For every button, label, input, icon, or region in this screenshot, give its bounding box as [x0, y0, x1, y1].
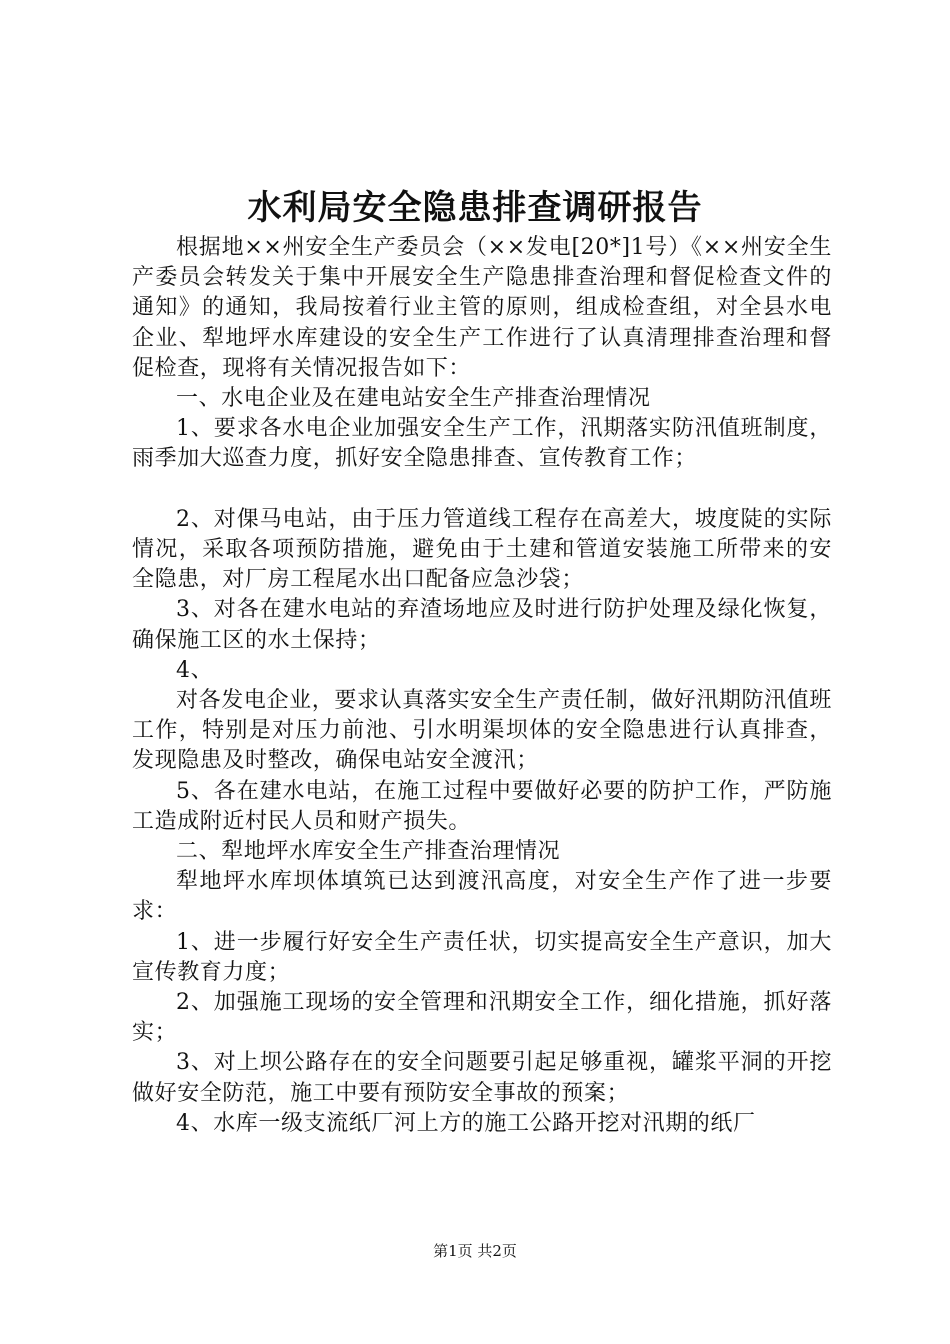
paragraph-1-4: 对各发电企业，要求认真落实安全生产责任制，做好汛期防汛值班工作，特别是对压力前池、引水明渠坝体的安全隐患进行认真排查，发现隐患及时整改，确保电站安全渡汛；: [132, 688, 832, 774]
paragraph-2-3: 3、对上坝公路存在的安全问题要引起足够重视，罐浆平洞的开挖做好安全防范，施工中要有预防安全事故的预案；: [132, 1050, 832, 1106]
paragraph-2-4: 4、水库一级支流纸厂河上方的施工公路开挖对汛期的纸厂: [176, 1110, 756, 1136]
paragraph-1-3: 3、对各在建水电站的弃渣场地应及时进行防护处理及绿化恢复，确保施工区的水土保持；: [132, 597, 832, 653]
paragraph-1-5: 5、各在建水电站，在施工过程中要做好必要的防护工作，严防施工造成附近村民人员和财产损失。: [132, 778, 832, 834]
document-body: [132, 233, 832, 1139]
page-number-footer: 第1页 共2页: [433, 1242, 517, 1260]
paragraph-intro: 根据地××州安全生产委员会（××发电[20*]1号）《××州安全生产委员会转发关于集中开展安全生产隐患排查治理和督促检查文件的通知》的通知，我局按着行业主管的原则，组成检查组，对全县水电企业、犁地坪水库建设的安全生产工作进行了认真清理排查治理和督促检查，现将有关情况报告如下：: [132, 235, 832, 381]
paragraph-2-1: 1、进一步履行好安全生产责任状，切实提高安全生产意识，加大宣传教育力度；: [132, 929, 832, 985]
paragraph-2-intro: 犁地坪水库坝体填筑已达到渡汛高度，对安全生产作了进一步要求：: [132, 869, 832, 925]
paragraph-1-1: 1、要求各水电企业加强安全生产工作，汛期落实防汛值班制度，雨季加大巡查力度，抓好安全隐患排查、宣传教育工作；: [132, 416, 832, 472]
heading-section-2: 二、犁地坪水库安全生产排查治理情况: [176, 839, 561, 865]
paragraph-1-4-number: 4、: [176, 657, 214, 683]
paragraph-1-2: 2、对倮马电站，由于压力管道线工程存在高差大，坡度陡的实际情况，采取各项预防措施，避免由于土建和管道安装施工所带来的安全隐患，对厂房工程尾水出口配备应急沙袋；: [132, 506, 832, 593]
paragraph-2-2: 2、加强施工现场的安全管理和汛期安全工作，细化措施，抓好落实；: [132, 990, 832, 1046]
document-title: 水利局安全隐患排查调研报告: [247, 188, 703, 228]
blank-line: [132, 475, 832, 505]
heading-section-1: 一、水电企业及在建电站安全生产排查治理情况: [176, 386, 651, 412]
